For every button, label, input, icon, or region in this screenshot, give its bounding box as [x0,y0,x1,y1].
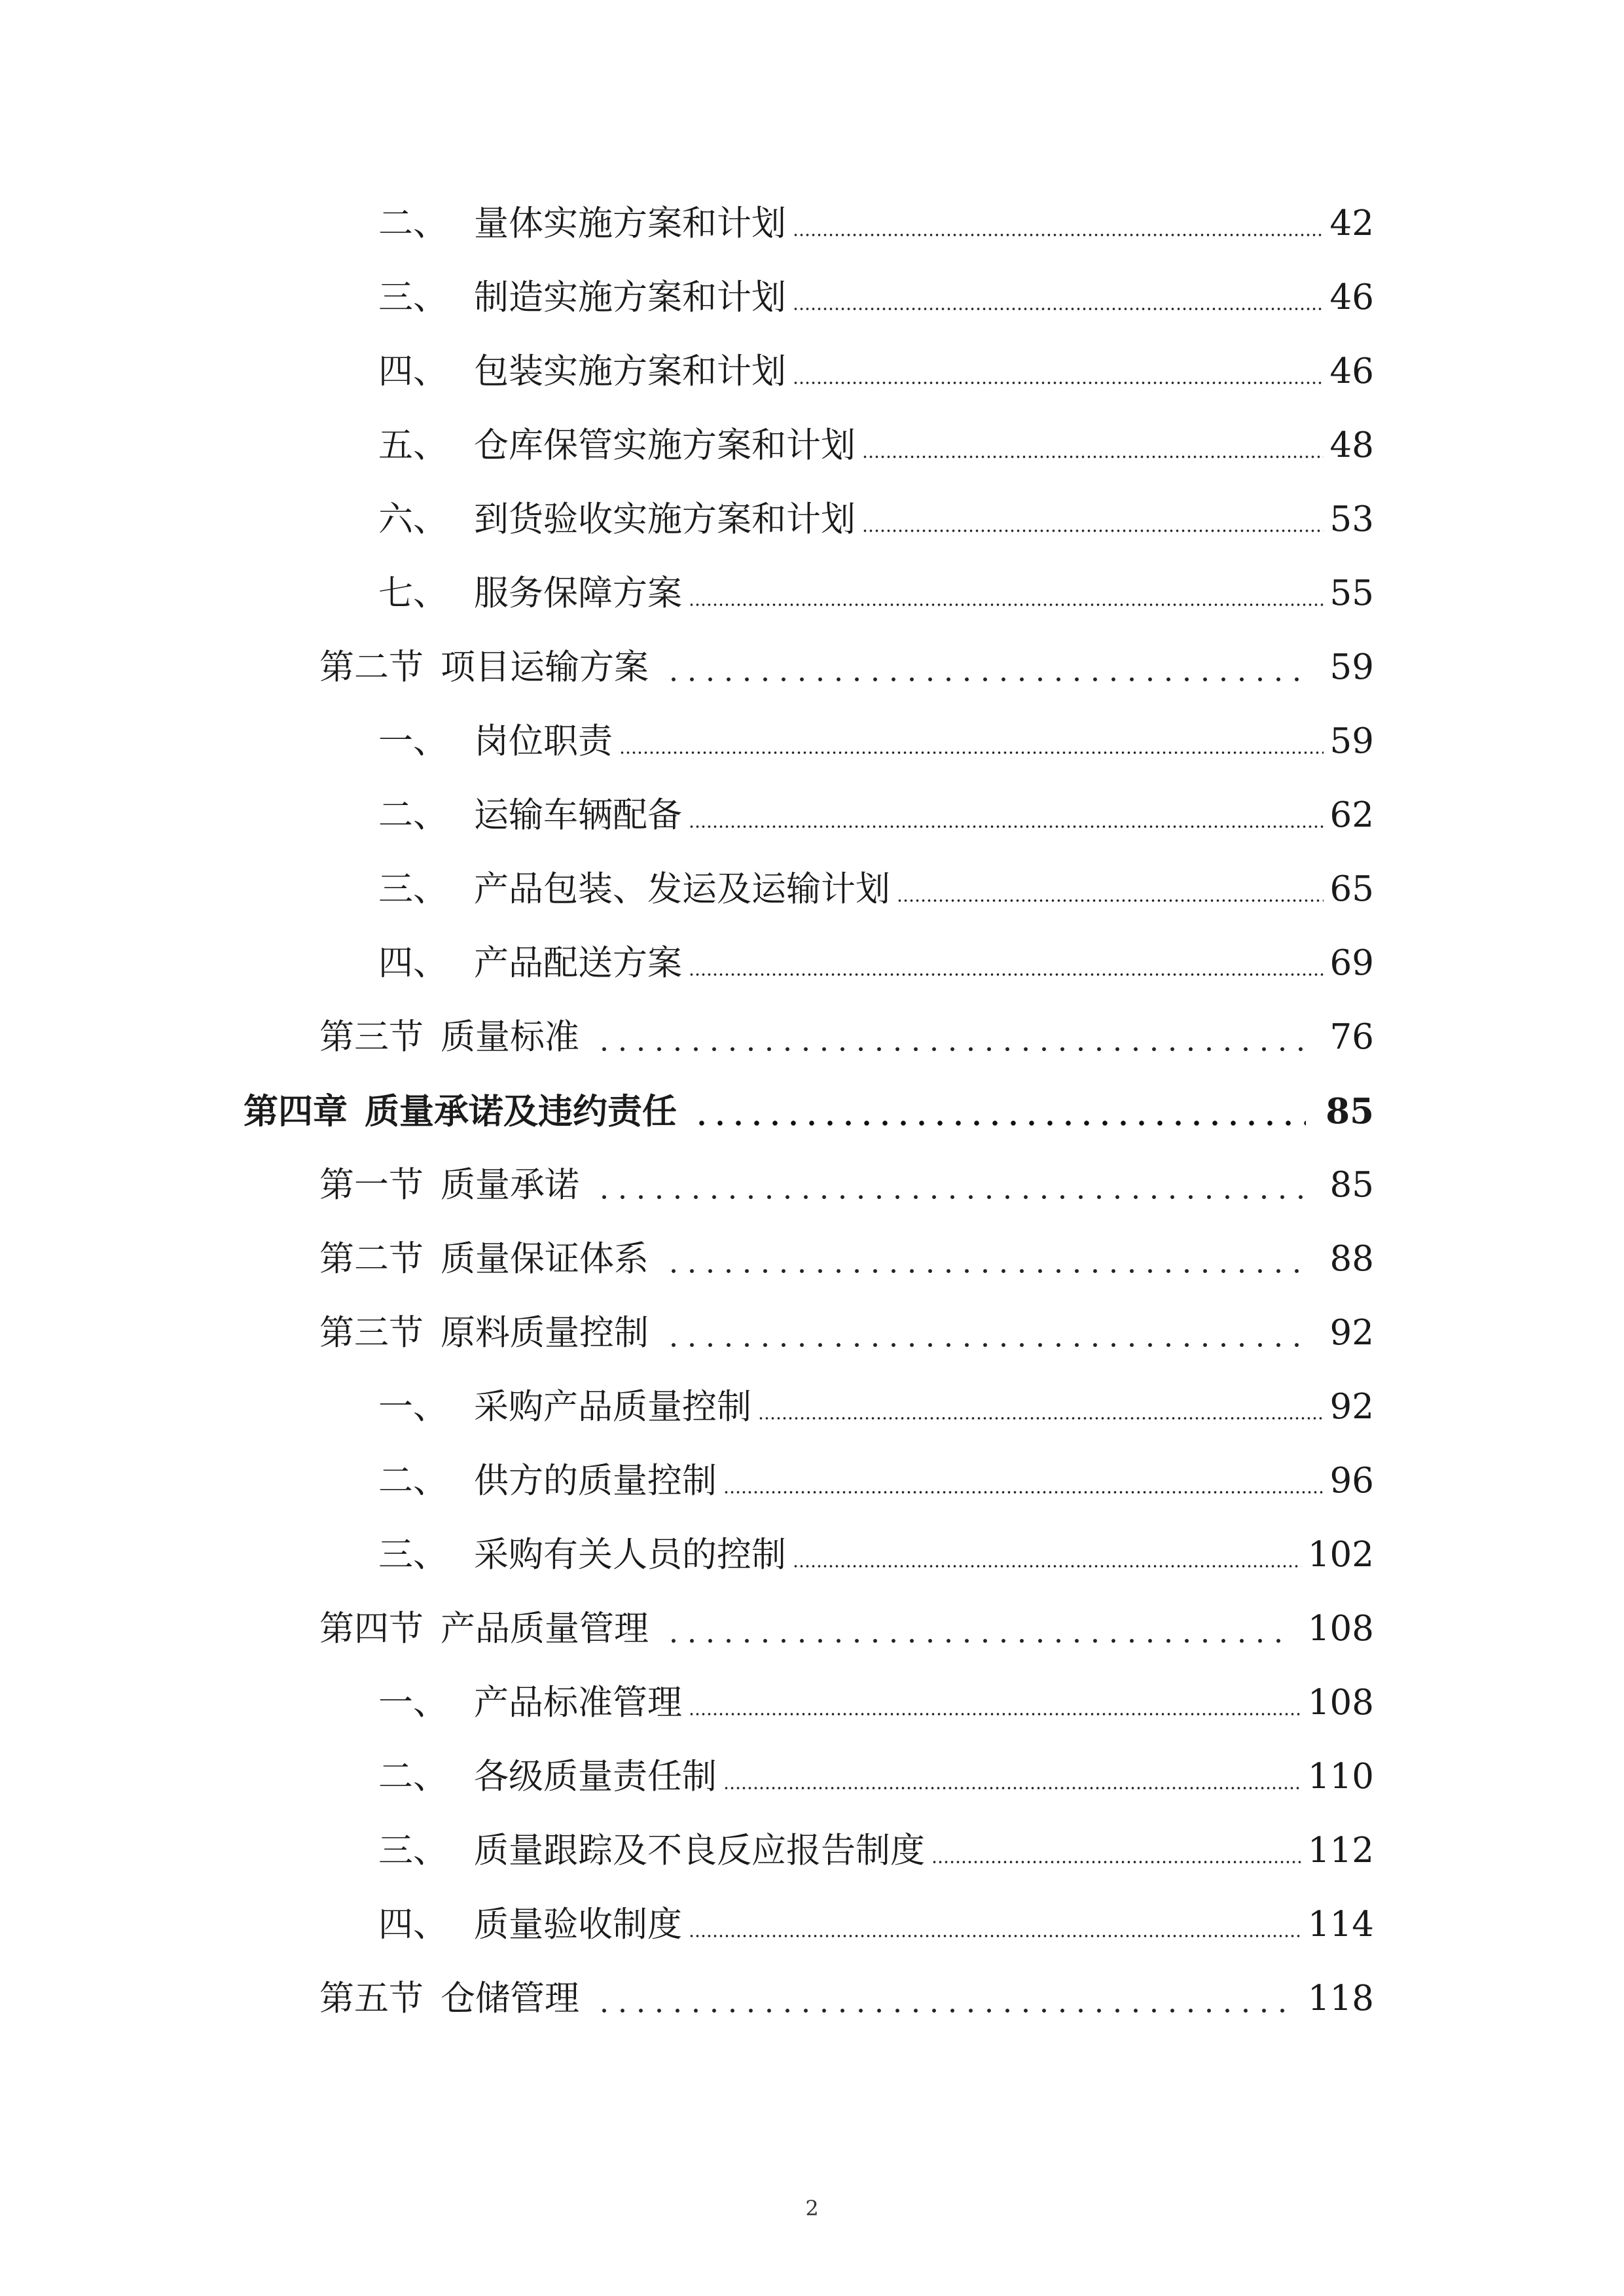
toc-entry-title: 到货验收实施方案和计划 [474,499,856,539]
dot-leader [664,1342,1310,1348]
toc-entry-page: 42 [1329,204,1374,243]
toc-entry-page: 92 [1329,1387,1374,1427]
toc-entry-title: 各级质量责任制 [474,1757,717,1797]
dot-leader [931,1860,1301,1864]
toc-entry-number: 四、 [378,943,448,983]
toc-entry-page: 114 [1307,1905,1374,1945]
toc-entry[interactable] [378,789,1374,842]
toc-entry-number: 四、 [378,1905,448,1945]
dot-leader [897,899,1324,903]
toc-entry-title: 岗位职责 [474,721,613,761]
toc-entry-number: 三、 [378,1831,448,1871]
toc-entry-page: 108 [1307,1683,1374,1723]
toc-entry[interactable] [378,1381,1374,1433]
toc-entry-title: 产品标准管理 [474,1683,682,1723]
dot-leader [793,233,1324,237]
dot-leader [723,1786,1301,1790]
page-number: 2 [805,2196,819,2221]
dot-leader [664,677,1310,682]
toc-entry-page: 65 [1329,869,1374,909]
toc-entry-page: 53 [1329,499,1374,539]
toc-entry-number: 三、 [378,1535,448,1575]
toc-section-page: 108 [1307,1609,1374,1649]
toc-entry-number: 二、 [378,795,448,835]
toc-entry-title: 采购有关人员的控制 [474,1535,786,1575]
toc-entry-number: 一、 [378,1387,448,1427]
toc-entry[interactable] [378,272,1374,324]
toc-entry-title: 采购产品质量控制 [474,1387,751,1427]
toc-entry-title: 供方的质量控制 [474,1461,717,1501]
toc-section-page: 85 [1329,1165,1374,1205]
dot-leader [595,1047,1310,1052]
dot-leader [595,2008,1288,2013]
toc-entry-title: 质量验收制度 [474,1905,682,1945]
toc-entry[interactable] [378,1677,1374,1729]
toc-chapter-title: 质量承诺及违约责任 [365,1091,677,1132]
toc-entry-page: 112 [1307,1831,1374,1871]
toc-entry[interactable] [378,420,1374,472]
toc-entry-page: 48 [1329,425,1374,465]
toc-section[interactable] [319,1307,1374,1359]
dot-leader [793,381,1324,385]
toc-entry-title: 运输车辆配备 [474,795,682,835]
dot-leader [693,1121,1306,1126]
toc-entry-title: 仓库保管实施方案和计划 [474,425,856,465]
toc-entry[interactable] [378,1825,1374,1877]
toc-section-title: 原料质量控制 [441,1313,649,1353]
toc-entry-page: 59 [1329,721,1374,761]
dot-leader [793,1564,1301,1568]
toc-entry[interactable] [378,1455,1374,1507]
toc-entry-page: 46 [1329,278,1374,317]
toc-entry-page: 96 [1329,1461,1374,1501]
toc-entry-number: 二、 [378,204,448,243]
toc-entry-number: 一、 [378,1683,448,1723]
toc-section-title: 项目运输方案 [441,647,649,687]
toc-entry-title: 制造实施方案和计划 [474,278,786,317]
toc-chapter-page: 85 [1326,1091,1374,1132]
toc-section[interactable] [319,1011,1374,1064]
dot-leader [862,455,1324,459]
toc-section-page: 118 [1307,1979,1374,2018]
toc-entry-title: 产品包装、发运及运输计划 [474,869,890,909]
toc-entry[interactable] [378,1899,1374,1951]
dot-leader [758,1416,1324,1420]
toc-section-page: 59 [1329,647,1374,687]
toc-entry-page: 62 [1329,795,1374,835]
toc-section-number: 第二节 [319,1239,424,1279]
toc-section-number: 第二节 [319,647,424,687]
toc-entry[interactable] [378,493,1374,546]
toc-section-number: 第三节 [319,1313,424,1353]
toc-chapter-number: 第四章 [244,1091,348,1132]
dot-leader [689,603,1324,607]
toc-section-title: 质量保证体系 [441,1239,649,1279]
toc-section[interactable] [319,1973,1374,2025]
toc-entry-number: 二、 [378,1461,448,1501]
dot-leader [793,307,1324,311]
toc-section-number: 第三节 [319,1017,424,1057]
toc-section-number: 第一节 [319,1165,424,1205]
dot-leader [689,1712,1301,1716]
dot-leader [619,751,1324,755]
dot-leader [664,1268,1310,1274]
toc-section-title: 产品质量管理 [441,1609,649,1649]
dot-leader [689,1934,1301,1938]
toc-section-page: 76 [1329,1017,1374,1057]
dot-leader [689,973,1324,977]
dot-leader [862,529,1324,533]
dot-leader [723,1490,1324,1494]
toc-section[interactable] [319,1233,1374,1285]
toc-entry-number: 二、 [378,1757,448,1797]
toc-section-page: 92 [1329,1313,1374,1353]
dot-leader [689,825,1324,829]
toc-entry-title: 量体实施方案和计划 [474,204,786,243]
toc-entry-number: 四、 [378,351,448,391]
toc-entry-page: 55 [1329,573,1374,613]
toc-entry-number: 三、 [378,869,448,909]
toc-section[interactable] [319,1603,1374,1655]
toc-entry[interactable] [378,346,1374,398]
toc-section-page: 88 [1329,1239,1374,1279]
dot-leader [664,1638,1288,1643]
toc-entry-number: 七、 [378,573,448,613]
toc-entry[interactable] [378,863,1374,916]
toc-entry[interactable] [378,715,1374,768]
toc-entry-number: 五、 [378,425,448,465]
toc-section-title: 质量承诺 [441,1165,579,1205]
toc-entry[interactable] [378,198,1374,250]
toc-section-number: 第四节 [319,1609,424,1649]
toc-section-title: 仓储管理 [441,1979,579,2018]
dot-leader [595,1194,1310,1200]
toc-entry-page: 69 [1329,943,1374,983]
toc-entry-title: 服务保障方案 [474,573,682,613]
toc-section-title: 质量标准 [441,1017,579,1057]
toc-entry-title: 产品配送方案 [474,943,682,983]
toc-entry-number: 六、 [378,499,448,539]
toc-chapter[interactable] [244,1085,1374,1138]
toc-entry-title: 质量跟踪及不良反应报告制度 [474,1831,925,1871]
toc-entry[interactable] [378,1751,1374,1803]
toc-entry[interactable] [378,567,1374,620]
toc-entry-page: 102 [1307,1535,1374,1575]
toc-entry[interactable] [378,937,1374,990]
toc-section-number: 第五节 [319,1979,424,2018]
toc-entry-title: 包装实施方案和计划 [474,351,786,391]
toc-section[interactable] [319,1159,1374,1211]
toc-entry-number: 三、 [378,278,448,317]
toc-entry[interactable] [378,1529,1374,1581]
toc-section[interactable] [319,641,1374,694]
toc-entry-page: 46 [1329,351,1374,391]
toc-entry-page: 110 [1307,1757,1374,1797]
toc-entry-number: 一、 [378,721,448,761]
